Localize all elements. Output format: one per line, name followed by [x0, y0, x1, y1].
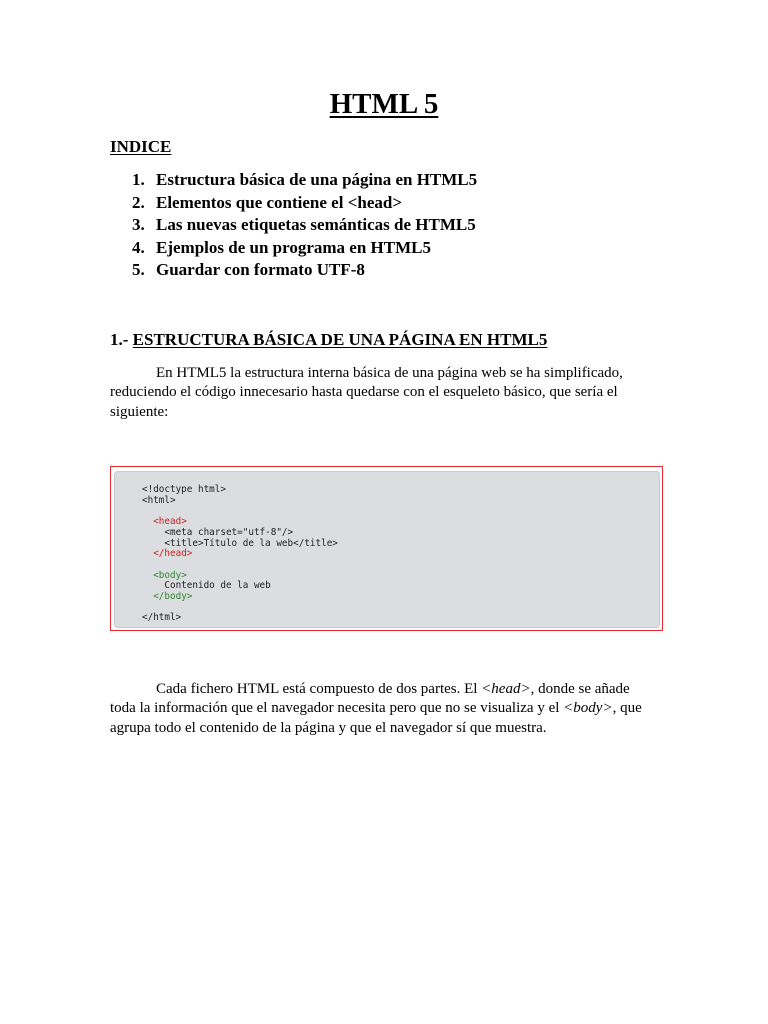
index-item [110, 237, 477, 260]
code-meta: <meta charset="utf-8"/> [164, 526, 294, 538]
code-html-open: <html> [142, 494, 176, 506]
section-number: 1.- [110, 330, 133, 349]
code-head-open: <head> [153, 516, 187, 528]
code-doctype: <!doctype html> [142, 484, 226, 495]
index-item [110, 169, 477, 192]
index-item-number: 3. [132, 215, 145, 235]
head-term: <head> [481, 681, 531, 697]
body-paragraph [110, 680, 646, 738]
code-head-close: </head> [153, 548, 193, 560]
code-body-close: </body> [153, 591, 193, 603]
index-item [110, 214, 477, 237]
index-item-text: Estructura básica de una página en HTML5 [156, 170, 478, 189]
index-item-number: 2. [132, 192, 145, 212]
index-heading: INDICE [110, 137, 172, 156]
document-title: HTML 5 [329, 88, 439, 120]
index-item [110, 192, 477, 215]
index-item-text: Ejemplos de un programa en HTML5 [156, 237, 432, 257]
code-block [142, 485, 338, 624]
section-heading [110, 329, 547, 351]
code-body-content: Contenido de la web [164, 580, 271, 592]
index-item-text: Las nuevas etiquetas semánticas de HTML5 [156, 215, 476, 235]
index-item-number: 1. [132, 170, 145, 189]
paragraph-part3: , que agrupa todo el contenido de la página y que el navegador sí que muestra. [110, 700, 642, 736]
code-box [114, 471, 660, 628]
code-html-close: </html> [142, 612, 182, 624]
index-item-text: Elementos que contiene el <head> [156, 192, 403, 212]
index-item-text: Guardar con formato UTF-8 [156, 260, 365, 280]
index-item-number: 5. [132, 260, 145, 280]
paragraph-part1: Cada fichero HTML está compuesto de dos partes. El [156, 681, 482, 697]
index-item-number: 4. [132, 237, 145, 257]
code-sample-image [110, 466, 663, 631]
section-title: ESTRUCTURA BÁSICA DE UNA PÁGINA EN HTML5 [132, 330, 548, 349]
body-term: <body> [563, 700, 613, 717]
code-title: <title>Título de la web</title> [164, 537, 338, 549]
section-paragraph-text: En HTML5 la estructura interna básica de una página web se ha simplificado, reduciendo el código innecesario hasta quedarse con el esqueleto básico, que sería el siguiente: [110, 365, 623, 420]
index-item [110, 259, 477, 282]
section-paragraph [110, 364, 646, 422]
index-list [110, 169, 477, 282]
paragraph-part2: , donde se añade toda la información que el navegador necesita pero que no se visualiza y el [110, 681, 630, 717]
code-body-open: <body> [153, 569, 187, 581]
